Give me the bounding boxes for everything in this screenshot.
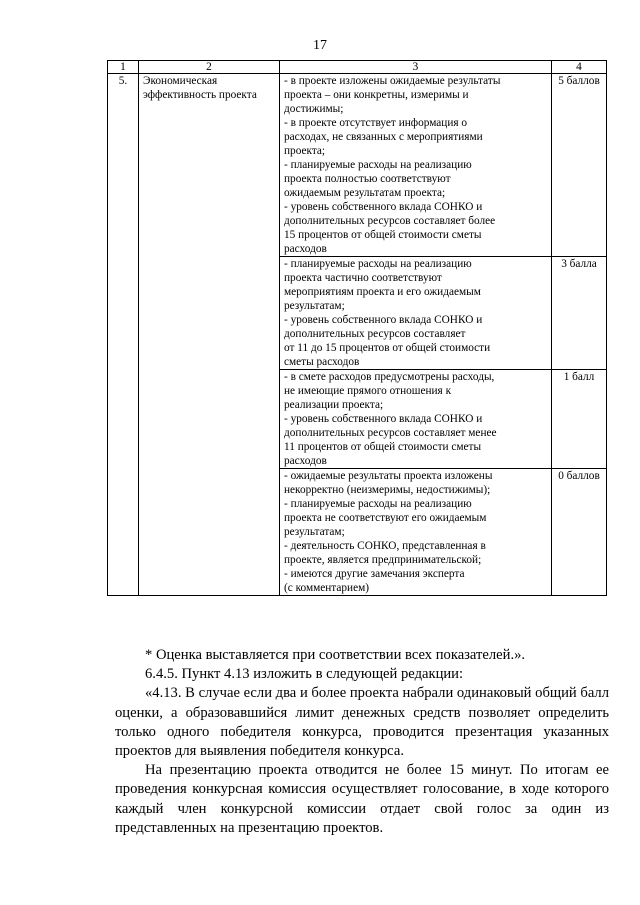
description-line: расходов [284, 243, 327, 255]
description-line: проекта полностью соответствуют [284, 173, 451, 185]
description-line: - деятельность СОНКО, представленная в [284, 540, 486, 552]
description-line: реализации проекта; [284, 399, 384, 411]
table-row [108, 74, 607, 257]
footnote-paragraph: * Оценка выставляется при соответствии всех показателей.». [145, 647, 526, 663]
description-line: - планируемые расходы на реализацию [284, 258, 472, 270]
description-line: расходах, не связанных с мероприятиями [284, 131, 483, 143]
description-line: - в смете расходов предусмотрены расходы, [284, 371, 495, 383]
description-line: сметы расходов [284, 356, 360, 368]
description-line: - в проекте отсутствует информация о [284, 117, 468, 129]
amendment-paragraph: 6.4.5. Пункт 4.13 изложить в следующей редакции: [145, 666, 464, 683]
description-line: дополнительных ресурсов составляет [284, 328, 466, 340]
description-line: результатам; [284, 300, 345, 312]
level-description [280, 74, 552, 257]
clause-4-13-paragraph: «4.13. В случае если два и более проекта набрали одинаковый общий балл оценки, а образовавшийся лимит денежных средств позволяет определить только одного победителя конкурса, проводится презентация указанных проектов для выявления победителя конкурса. [115, 685, 609, 760]
description-line: - имеются другие замечания эксперта [284, 568, 465, 580]
description-line: 15 процентов от общей стоимости сметы [284, 229, 482, 241]
criterion-name [139, 74, 280, 596]
description-line: ожидаемым результатам проекта; [284, 187, 446, 199]
score-value: 1 балл [552, 370, 607, 469]
description-line: проекта частично соответствуют [284, 272, 442, 284]
description-line: некорректно (неизмеримы, недостижимы); [284, 484, 491, 496]
description-line: дополнительных ресурсов составляет менее [284, 427, 497, 439]
description-line: проекта не соответствуют его ожидаемым [284, 512, 487, 524]
description-line: - планируемые расходы на реализацию [284, 159, 472, 171]
column-number-4: 4 [552, 61, 607, 74]
description-line: дополнительных ресурсов составляет более [284, 215, 496, 227]
description-line: - уровень собственного вклада СОНКО и [284, 201, 483, 213]
description-line: проекта – они конкретны, измеримы и [284, 89, 469, 101]
description-line: 11 процентов от общей стоимости сметы [284, 441, 482, 453]
score-value: 3 балла [552, 257, 607, 370]
page-number: 17 [313, 38, 327, 53]
score-value: 5 баллов [552, 74, 607, 257]
description-line: расходов [284, 455, 327, 467]
score-value: 0 баллов [552, 469, 607, 596]
column-number-1: 1 [108, 61, 139, 74]
description-line: (с комментарием) [284, 582, 370, 594]
description-line: - в проекте изложены ожидаемые результаты [284, 75, 501, 87]
row-number: 5. [108, 74, 139, 596]
description-line: не имеющие прямого отношения к [284, 385, 452, 397]
evaluation-criteria-table [107, 60, 607, 596]
table-header-row [108, 61, 607, 74]
level-description [280, 257, 552, 370]
description-line: достижимы; [284, 103, 344, 115]
criterion-line: эффективность проекта [143, 89, 257, 101]
description-line: от 11 до 15 процентов от общей стоимости [284, 342, 491, 354]
description-line: результатам; [284, 526, 345, 538]
description-line: - ожидаемые результаты проекта изложены [284, 470, 493, 482]
level-description [280, 469, 552, 596]
description-line: проекта; [284, 145, 326, 157]
description-line: - уровень собственного вклада СОНКО и [284, 314, 483, 326]
description-line: мероприятиям проекта и его ожидаемым [284, 286, 481, 298]
presentation-paragraph: На презентацию проекта отводится не более 15 минут. По итогам ее проведения конкурсная комиссия осуществляет голосование, в ходе которого каждый член конкурсной комиссии отдает свой голос за один из представленных на презентацию проектов. [115, 762, 609, 836]
column-number-2: 2 [139, 61, 280, 74]
description-line: - планируемые расходы на реализацию [284, 498, 472, 510]
description-line: проекте, является предпринимательской; [284, 554, 482, 566]
document-body [115, 646, 609, 838]
level-description [280, 370, 552, 469]
column-number-3: 3 [280, 61, 552, 74]
criterion-line: Экономическая [143, 75, 218, 87]
description-line: - уровень собственного вклада СОНКО и [284, 413, 483, 425]
